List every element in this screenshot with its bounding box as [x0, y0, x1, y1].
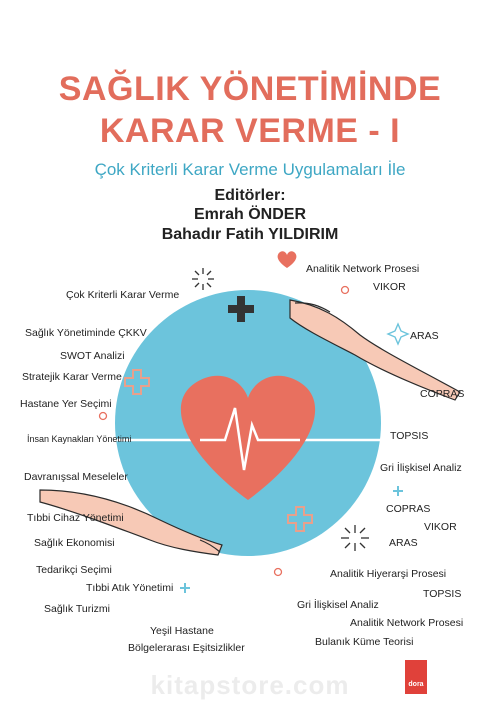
keyword-right-14: Bulanık Küme Teorisi [315, 636, 414, 648]
title-line-1: SAĞLIK YÖNETİMİNDE [58, 70, 442, 108]
keyword-left-5: Hastane Yer Seçimi [20, 398, 112, 410]
subtitle: Çok Kriterli Karar Verme Uygulamaları İle [94, 160, 406, 179]
keyword-left-14: Bölgelerarası Eşitsizlikler [128, 642, 245, 654]
keyword-right-2: VIKOR [373, 281, 406, 293]
keyword-left-2: Sağlık Yönetiminde ÇKKV [25, 327, 147, 339]
keyword-right-5: TOPSIS [390, 430, 429, 442]
publisher-logo: dora [405, 660, 427, 694]
editor-name-2: Bahadır Fatih YILDIRIM [161, 226, 339, 243]
keyword-left-11: Tıbbi Atık Yönetimi [86, 582, 174, 594]
keyword-right-13: Analitik Network Prosesi [350, 617, 464, 629]
keyword-left-7: Davranışsal Meseleler [24, 471, 128, 483]
sparkle-top-icon [192, 268, 214, 290]
small-heart-icon [278, 251, 297, 268]
keyword-right-1: Analitik Network Prosesi [306, 263, 420, 275]
small-plus-icon [393, 486, 403, 496]
keyword-left-12: Sağlık Turizmi [44, 603, 110, 615]
keyword-right-10: Analitik Hiyerarşi Prosesi [330, 568, 447, 580]
keyword-right-3: ARAS [410, 330, 439, 342]
keyword-left-8: Tıbbi Cihaz Yönetimi [27, 512, 124, 524]
editor-name-1: Emrah ÖNDER [193, 206, 307, 223]
keyword-right-12: Gri İlişkisel Analiz [297, 599, 379, 611]
keyword-left-1: Çok Kriterli Karar Verme [66, 289, 180, 301]
keyword-right-6: Gri İlişkisel Analiz [380, 462, 462, 474]
keyword-right-11: TOPSIS [423, 588, 462, 600]
keyword-left-13: Yeşil Hastane [150, 625, 214, 637]
editors-label: Editörler: [214, 187, 286, 204]
keyword-left-3: SWOT Analizi [60, 350, 125, 362]
sparkle-outline-icon [388, 324, 408, 344]
keyword-left-9: Sağlık Ekonomisi [34, 537, 115, 549]
keyword-right-8: VIKOR [424, 521, 457, 533]
keyword-left-6: İnsan Kaynakları Yönetimi [27, 434, 132, 444]
keyword-right-7: COPRAS [386, 503, 431, 515]
sparkle-bottom-icon [341, 525, 369, 551]
keyword-left-4: Stratejik Karar Verme [22, 371, 122, 383]
keyword-right-9: ARAS [389, 537, 418, 549]
watermark: kitapstore.com [150, 670, 350, 700]
small-plus-icon-2 [180, 583, 190, 593]
small-circle-icon [342, 287, 349, 294]
keyword-right-4: COPRAS [420, 388, 465, 400]
keyword-left-10: Tedarikçi Seçimi [36, 564, 112, 576]
small-circle-icon-2 [100, 413, 107, 420]
small-circle-icon-3 [275, 569, 282, 576]
title-line-2: KARAR VERME - I [99, 112, 401, 150]
